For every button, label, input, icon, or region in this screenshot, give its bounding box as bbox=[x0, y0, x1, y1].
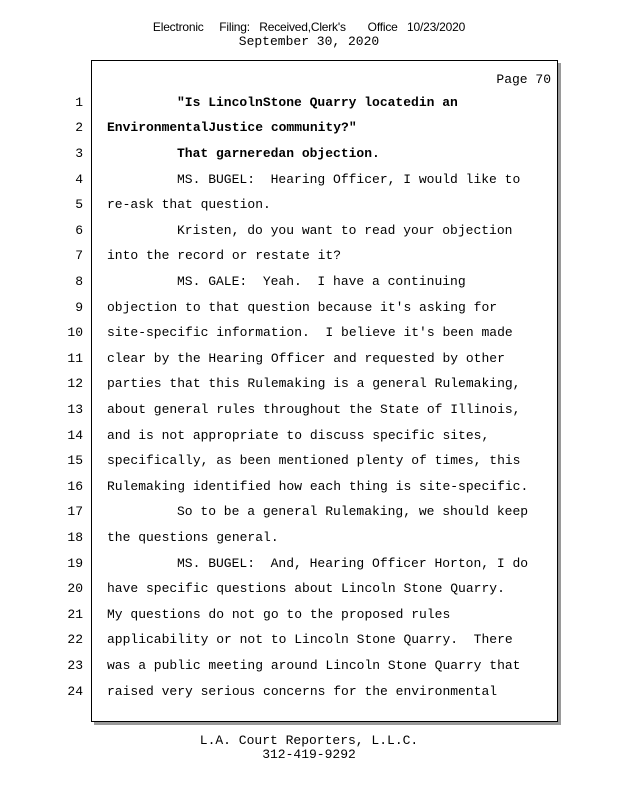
line-number: 3 bbox=[75, 146, 83, 161]
line-number: 17 bbox=[67, 504, 83, 519]
transcript-line-21: My questions do not go to the proposed rules bbox=[107, 607, 451, 622]
line-number: 23 bbox=[67, 658, 83, 673]
transcript-line-20: have specific questions about Lincoln Stone Quarry. bbox=[107, 581, 505, 596]
line-number: 8 bbox=[75, 274, 83, 289]
line-number: 9 bbox=[75, 300, 83, 315]
transcript-line-19: MS. BUGEL: And, Hearing Officer Horton, I do bbox=[177, 556, 529, 571]
transcript-line-23: was a public meeting around Lincoln Stone Quarry that bbox=[107, 658, 521, 673]
line-number: 14 bbox=[67, 428, 83, 443]
line-number: 6 bbox=[75, 223, 83, 238]
line-number: 22 bbox=[67, 632, 83, 647]
line-number: 24 bbox=[67, 684, 83, 699]
transcript-line-4: MS. BUGEL: Hearing Officer, I would like to bbox=[177, 172, 521, 187]
line-number: 16 bbox=[67, 479, 83, 494]
transcript-line-16: Rulemaking identified how each thing is site-specific. bbox=[107, 479, 529, 494]
transcript-line-7: into the record or restate it? bbox=[107, 248, 342, 263]
line-number-column bbox=[0, 0, 86, 800]
line-number: 13 bbox=[67, 402, 83, 417]
transcript-line-17: So to be a general Rulemaking, we should keep bbox=[177, 504, 529, 519]
transcript-line-15: specifically, as been mentioned plenty of times, this bbox=[107, 453, 521, 468]
filing-stamp: Electronic Filing: Received,Clerk's Office 10/23/2020 bbox=[152, 20, 466, 34]
line-number: 11 bbox=[67, 351, 83, 366]
transcript-line-10: site-specific information. I believe it's been made bbox=[107, 325, 513, 340]
reporter-phone: 312-419-9292 bbox=[262, 747, 356, 762]
line-number: 12 bbox=[67, 376, 83, 391]
line-number: 10 bbox=[67, 325, 83, 340]
line-number: 5 bbox=[75, 197, 83, 212]
transcript-line-24: raised very serious concerns for the environmental bbox=[107, 684, 498, 699]
transcript-date: September 30, 2020 bbox=[238, 34, 380, 49]
line-number: 2 bbox=[75, 120, 83, 135]
transcript-line-14: and is not appropriate to discuss specific sites, bbox=[107, 428, 490, 443]
transcript-line-18: the questions general. bbox=[107, 530, 279, 545]
line-number: 20 bbox=[67, 581, 83, 596]
reporter-company: L.A. Court Reporters, L.L.C. bbox=[199, 733, 419, 748]
line-number: 21 bbox=[67, 607, 83, 622]
transcript-line-9: objection to that question because it's asking for bbox=[107, 300, 498, 315]
line-number: 1 bbox=[75, 95, 83, 110]
line-number: 7 bbox=[75, 248, 83, 263]
transcript-line-1: "Is LincolnStone Quarry locatedin an bbox=[177, 95, 458, 110]
line-number: 4 bbox=[75, 172, 83, 187]
transcript-line-11: clear by the Hearing Officer and requested by other bbox=[107, 351, 505, 366]
line-number: 19 bbox=[67, 556, 83, 571]
transcript-line-22: applicability or not to Lincoln Stone Quarry. There bbox=[107, 632, 513, 647]
transcript-line-8: MS. GALE: Yeah. I have a continuing bbox=[177, 274, 466, 289]
page-number: Page 70 bbox=[496, 72, 551, 87]
transcript-line-3: That garneredan objection. bbox=[177, 146, 380, 161]
transcript-line-6: Kristen, do you want to read your objection bbox=[177, 223, 513, 238]
transcript-line-13: about general rules throughout the State of Illinois, bbox=[107, 402, 521, 417]
transcript-line-2: EnvironmentalJustice community?" bbox=[107, 120, 357, 135]
line-number: 18 bbox=[67, 530, 83, 545]
line-number: 15 bbox=[67, 453, 83, 468]
transcript-line-5: re-ask that question. bbox=[107, 197, 271, 212]
transcript-line-12: parties that this Rulemaking is a general Rulemaking, bbox=[107, 376, 521, 391]
